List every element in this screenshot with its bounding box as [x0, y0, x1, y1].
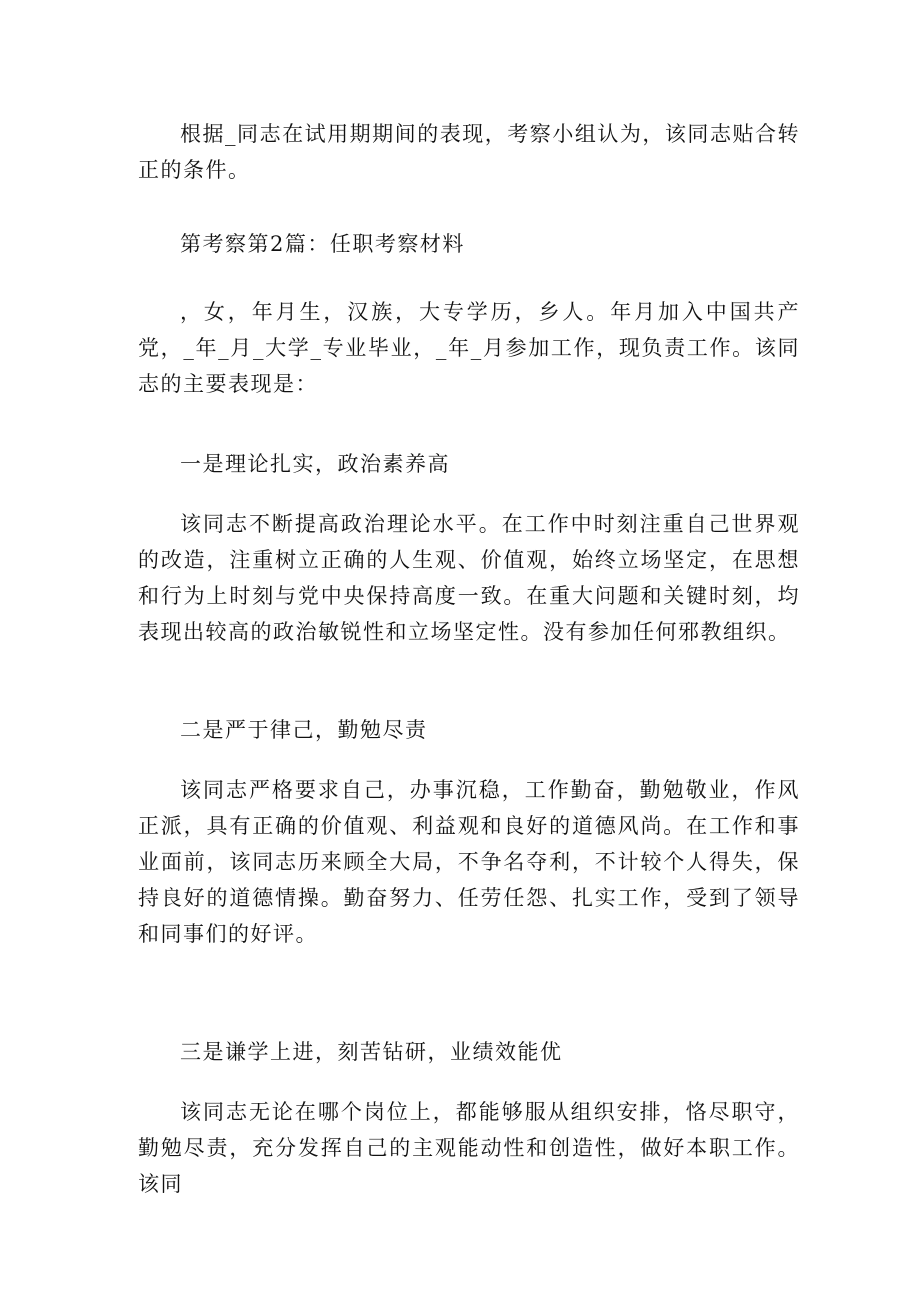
- heading-discipline: 二是严于律己，勤勉尽责: [180, 718, 428, 742]
- paragraph-probation-conclusion: 根据_同志在试用期期间的表现，考察小组认为，该同志贴合转正的条件。: [138, 122, 800, 182]
- heading-theory: 一是理论扎实，政治素养高: [180, 452, 450, 476]
- paragraph-theory: 该同志不断提高政治理论水平。在工作中时刻注重自己世界观的改造，注重树立正确的人生观、价值观，始终立场坚定，在思想和行为上时刻与党中央保持高度一致。在重大问题和关键时刻，均表现出较高的政治敏锐性和立场坚定性。没有参加任何邪教组织。: [138, 512, 800, 644]
- paragraph-personal-info: ，女，年月生，汉族，大专学历，乡人。年月加入中国共产党，_年_月_大学_专业毕业，_年_月参加工作，现负责工作。该同志的主要表现是：: [138, 300, 800, 396]
- paragraph-study: 该同志无论在哪个岗位上，都能够服从组织安排，恪尽职守，勤勉尽责，充分发挥自己的主观能动性和创造性，做好本职工作。该同: [138, 1100, 800, 1196]
- paragraph-discipline: 该同志严格要求自己，办事沉稳，工作勤奋，勤勉敬业，作风正派，具有正确的价值观、利益观和良好的道德风尚。在工作和事业面前，该同志历来顾全大局，不争名夺利，不计较个人得失，保持良好的道德情操。勤奋努力、任劳任怨、扎实工作，受到了领导和同事们的好评。: [138, 778, 800, 946]
- section-title: 第考察第2篇：任职考察材料: [180, 232, 465, 256]
- heading-study: 三是谦学上进，刻苦钻研，业绩效能优: [180, 1040, 563, 1064]
